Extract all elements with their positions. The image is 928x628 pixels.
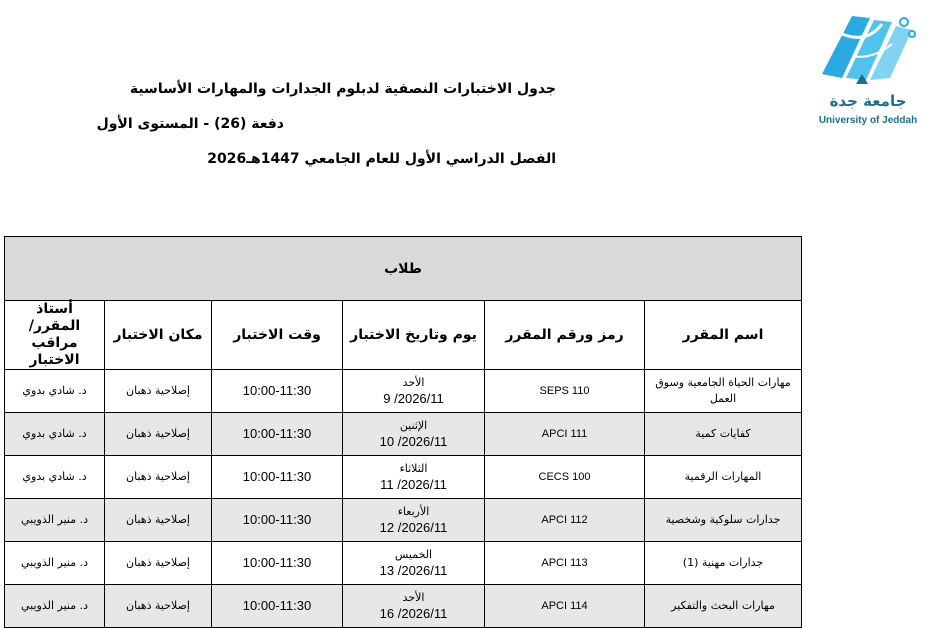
- exam-day: الأربعاء: [397, 505, 430, 518]
- column-header-exam-location: مكان الاختبار: [105, 301, 212, 370]
- document-title: جدول الاختبارات النصفية لدبلوم الجدارات والمهارات الأساسية: [129, 81, 556, 97]
- exam-schedule-table: [4, 236, 802, 628]
- exam-date-cell: [343, 499, 485, 542]
- exam-date-cell: [343, 456, 485, 499]
- exam-day: الأحد: [402, 591, 425, 604]
- exam-date-cell: [343, 413, 485, 456]
- course-name-cell: جدارات سلوكية وشخصية: [645, 499, 802, 542]
- university-name-arabic: جامعة جدة: [829, 92, 907, 110]
- exam-time-cell: 10:00-11:30: [212, 413, 343, 456]
- exam-date: 2026/11/ 11: [380, 477, 447, 492]
- course-code-cell: APCI 114: [485, 585, 645, 628]
- table-header-row: [5, 301, 802, 370]
- cohort-level-title: دفعة (26) - المستوى الأول: [96, 116, 284, 132]
- university-name-english: University of Jeddah: [818, 115, 918, 126]
- column-header-exam-time: وقت الاختبار: [212, 301, 343, 370]
- table-row: [5, 370, 802, 413]
- exam-time-cell: 10:00-11:30: [212, 585, 343, 628]
- exam-date-cell: [343, 370, 485, 413]
- course-name-cell: جدارات مهنية (1): [645, 542, 802, 585]
- exam-day: الثلاثاء: [399, 462, 428, 475]
- table-row: [5, 542, 802, 585]
- exam-date: 2026/11/ 9: [383, 391, 444, 406]
- instructor-cell: د. شادي بدوي: [5, 370, 105, 413]
- exam-date-cell: [343, 542, 485, 585]
- table-row: [5, 499, 802, 542]
- university-emblem-icon: [812, 4, 924, 94]
- university-logo: [812, 4, 924, 126]
- column-header-course-name: اسم المقرر: [645, 301, 802, 370]
- course-code-cell: APCI 111: [485, 413, 645, 456]
- instructor-cell: د. منير الذويبي: [5, 499, 105, 542]
- exam-date: 2026/11/ 12: [379, 520, 448, 535]
- exam-time-cell: 10:00-11:30: [212, 370, 343, 413]
- exam-location-cell: إصلاحية ذهبان: [105, 456, 212, 499]
- exam-location-cell: إصلاحية ذهبان: [105, 413, 212, 456]
- course-name-cell: مهارات البحث والتفكير: [645, 585, 802, 628]
- exam-location-cell: إصلاحية ذهبان: [105, 585, 212, 628]
- exam-date-cell: [343, 585, 485, 628]
- exam-date: 2026/11/ 10: [379, 434, 448, 449]
- table-row: [5, 585, 802, 628]
- column-header-course-code: رمز ورقم المقرر: [485, 301, 645, 370]
- course-name-cell: المهارات الرقمية: [645, 456, 802, 499]
- exam-time-cell: 10:00-11:30: [212, 456, 343, 499]
- column-header-exam-date: يوم وتاريخ الاختبار: [343, 301, 485, 370]
- instructor-cell: د. منير الذويبي: [5, 585, 105, 628]
- instructor-cell: د. شادي بدوي: [5, 456, 105, 499]
- exam-day: الأحد: [402, 376, 425, 389]
- exam-location-cell: إصلاحية ذهبان: [105, 370, 212, 413]
- exam-time-cell: 10:00-11:30: [212, 499, 343, 542]
- column-header-instructor: أستاذ المقرر/ مراقب الاختبار: [5, 301, 105, 370]
- course-code-cell: SEPS 110: [485, 370, 645, 413]
- table-banner-row: [5, 237, 802, 301]
- exam-day: الإثنين: [399, 419, 428, 432]
- exam-date: 2026/11/ 13: [379, 563, 448, 578]
- exam-location-cell: إصلاحية ذهبان: [105, 499, 212, 542]
- semester-title: الفصل الدراسي الأول للعام الجامعي 1447هـ2026: [207, 151, 556, 167]
- exam-time-cell: 10:00-11:30: [212, 542, 343, 585]
- exam-day: الخميس: [394, 548, 433, 561]
- course-code-cell: APCI 112: [485, 499, 645, 542]
- course-name-cell: كفايات كمية: [645, 413, 802, 456]
- exam-date: 2026/11/ 16: [379, 606, 448, 621]
- table-row: [5, 456, 802, 499]
- exam-location-cell: إصلاحية ذهبان: [105, 542, 212, 585]
- students-banner: طلاب: [5, 237, 802, 301]
- instructor-cell: د. شادي بدوي: [5, 413, 105, 456]
- course-name-cell: مهارات الحياة الجامعية وسوق العمل: [645, 370, 802, 413]
- course-code-cell: APCI 113: [485, 542, 645, 585]
- course-code-cell: CECS 100: [485, 456, 645, 499]
- instructor-cell: د. منير الذويبي: [5, 542, 105, 585]
- table-row: [5, 413, 802, 456]
